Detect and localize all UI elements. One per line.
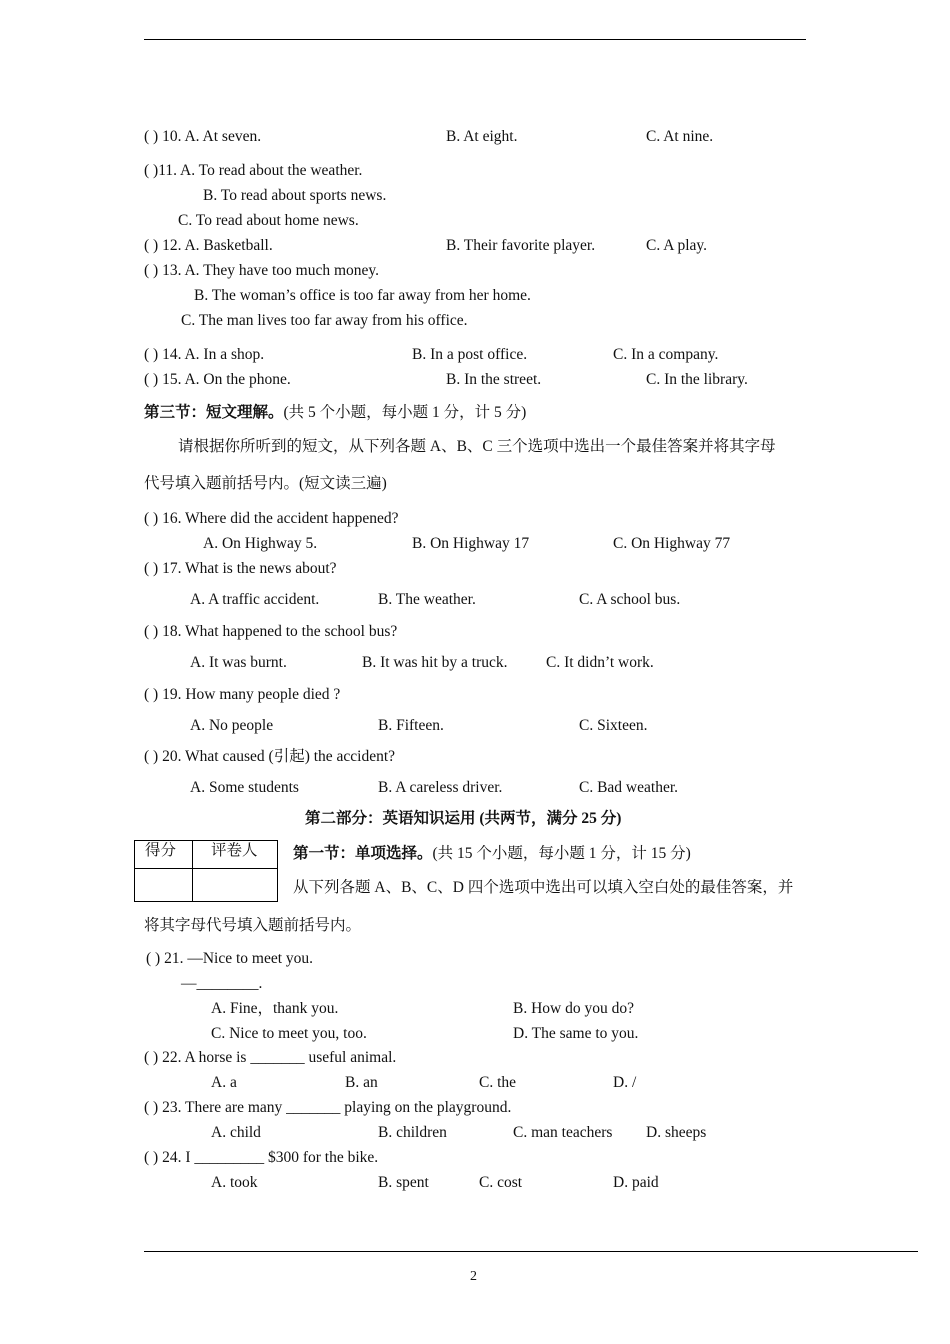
option-23-c: C. man teachers (513, 1124, 613, 1141)
option-12-c: C. A play. (646, 237, 708, 254)
part-2-instruction-line-1: 从下列各题 A、B、C、D 四个选项中选出可以填入空白处的最佳答案，并 (293, 879, 794, 896)
option-17-b: B. The weather. (378, 591, 476, 608)
option-20-c: C. Bad weather. (579, 779, 679, 796)
option-14-c: C. In a company. (613, 346, 719, 363)
question-12: ( ) 12. A. Basketball. (144, 237, 273, 254)
option-10-c: C. At nine. (646, 128, 714, 145)
part-2-section-1-heading (293, 845, 691, 863)
question-18: ( ) 18. What happened to the school bus? (144, 623, 398, 640)
section-3-title: 第三节：短文理解。 (144, 404, 284, 421)
option-13-c: C. The man lives too far away from his office. (181, 312, 468, 329)
question-23: ( ) 23. There are many _______ playing on the playground. (144, 1099, 512, 1116)
part-2-section-1-title: 第一节：单项选择。 (293, 845, 433, 862)
option-11-b: B. To read about sports news. (203, 187, 387, 204)
section-3-instruction-line-1: 请根据你所听到的短文，从下列各题 A、B、C 三个选项中选出一个最佳答案并将其字母 (178, 438, 776, 455)
option-24-b: B. spent (378, 1174, 429, 1191)
option-24-a: A. took (211, 1174, 258, 1191)
option-18-a: A. It was burnt. (190, 654, 287, 671)
page-number: 2 (470, 1269, 477, 1284)
part-2-instruction-line-2: 将其字母代号填入题前括号内。 (144, 917, 362, 934)
option-24-c: C. cost (479, 1174, 523, 1191)
option-21-c: C. Nice to meet you, too. (211, 1025, 367, 1042)
option-12-b: B. Their favorite player. (446, 237, 596, 254)
option-10-b: B. At eight. (446, 128, 518, 145)
table-cell-score[interactable] (135, 869, 192, 902)
option-16-b: B. On Highway 17 (412, 535, 530, 552)
table-cell-grader[interactable] (193, 869, 278, 902)
part-2-section-1-note: (共 15 个小题，每小题 1 分，计 15 分) (432, 845, 691, 862)
option-22-b: B. an (345, 1074, 378, 1091)
footer-rule (144, 1251, 918, 1252)
option-13-b: B. The woman’s office is too far away from her home. (194, 287, 531, 304)
question-10: ( ) 10. A. At seven. (144, 128, 262, 145)
question-13: ( ) 13. A. They have too much money. (144, 262, 380, 279)
option-17-c: C. A school bus. (579, 591, 681, 608)
option-21-a: A. Fine，thank you. (211, 1000, 339, 1017)
question-15: ( ) 15. A. On the phone. (144, 371, 291, 388)
table-header-score: 得分 (145, 842, 177, 859)
option-19-a: A. No people (190, 717, 274, 734)
option-22-d: D. / (613, 1074, 637, 1091)
option-18-b: B. It was hit by a truck. (362, 654, 508, 671)
score-table (134, 840, 278, 902)
option-23-b: B. children (378, 1124, 447, 1141)
question-11: ( )11. A. To read about the weather. (144, 162, 363, 179)
option-14-b: B. In a post office. (412, 346, 528, 363)
question-14: ( ) 14. A. In a shop. (144, 346, 265, 363)
option-23-a: A. child (211, 1124, 261, 1141)
option-15-c: C. In the library. (646, 371, 748, 388)
section-3-instruction-line-2: 代号填入题前括号内。(短文读三遍) (144, 475, 387, 492)
section-3-note: (共 5 个小题，每小题 1 分，计 5 分) (283, 404, 527, 421)
header-rule (144, 39, 806, 40)
option-16-c: C. On Highway 77 (613, 535, 731, 552)
option-19-c: C. Sixteen. (579, 717, 648, 734)
option-15-b: B. In the street. (446, 371, 542, 388)
option-11-c: C. To read about home news. (178, 212, 359, 229)
question-22: ( ) 22. A horse is _______ useful animal. (144, 1049, 397, 1066)
option-20-a: A. Some students (190, 779, 299, 796)
option-17-a: A. A traffic accident. (190, 591, 320, 608)
option-23-d: D. sheeps (646, 1124, 707, 1141)
option-18-c: C. It didn’t work. (546, 654, 654, 671)
option-24-d: D. paid (613, 1174, 659, 1191)
question-21-response: —________. (181, 975, 263, 992)
table-header-grader: 评卷人 (211, 842, 258, 859)
option-19-b: B. Fifteen. (378, 717, 444, 734)
question-16: ( ) 16. Where did the accident happened? (144, 510, 399, 527)
question-17: ( ) 17. What is the news about? (144, 560, 337, 577)
option-20-b: B. A careless driver. (378, 779, 503, 796)
question-21: ( ) 21. —Nice to meet you. (146, 950, 314, 967)
option-21-b: B. How do you do? (513, 1000, 634, 1017)
question-24: ( ) 24. I _________ $300 for the bike. (144, 1149, 379, 1166)
option-22-c: C. the (479, 1074, 517, 1091)
question-20: ( ) 20. What caused (引起) the accident? (144, 748, 396, 765)
section-3-heading (144, 404, 526, 422)
part-2-title: 第二部分：英语知识运用 (共两节，满分 25 分) (305, 810, 622, 827)
option-21-d: D. The same to you. (513, 1025, 639, 1042)
option-16-a: A. On Highway 5. (203, 535, 318, 552)
option-22-a: A. a (211, 1074, 237, 1091)
question-19: ( ) 19. How many people died ? (144, 686, 341, 703)
